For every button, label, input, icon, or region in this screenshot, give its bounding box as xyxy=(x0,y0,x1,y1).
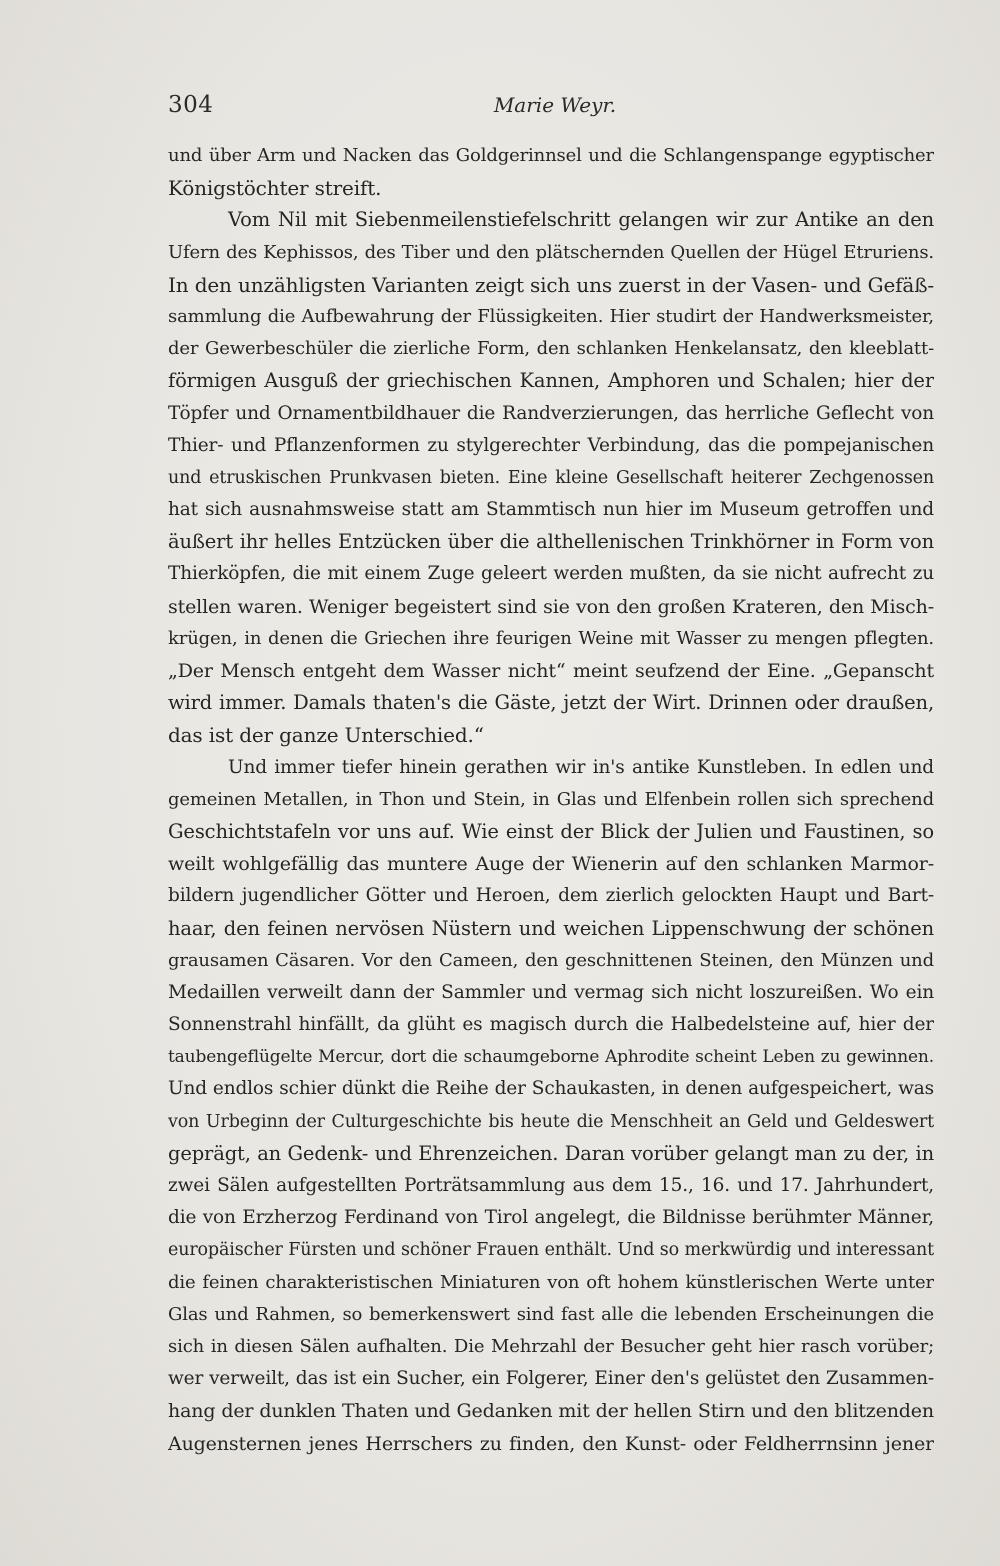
text-line: äußert ihr helles Entzücken über die althellenischen Trinkhörner in Form von xyxy=(168,530,934,554)
text-line: bildern jugendlicher Götter und Heroen, dem zierlich gelockten Haupt und Bart- xyxy=(168,885,934,907)
text-line: das ist der ganze Unterschied.“ xyxy=(168,723,484,748)
text-line: In den unzähligsten Varianten zeigt sich uns zuerst in der Vasen- und Gefäß- xyxy=(168,272,934,297)
text-line: die von Erzherzog Ferdinand von Tirol angelegt, die Bildnisse berühmter Männer, xyxy=(168,1207,934,1229)
text-line: Und immer tiefer hinein gerathen wir in's antike Kunstleben. In edlen und xyxy=(228,756,934,778)
text-line: wer verweilt, das ist ein Sucher, ein Folgerer, Einer den's gelüstet den Zusammen- xyxy=(168,1368,934,1390)
text-line: und etruskischen Prunkvasen bieten. Eine kleine Gesellschaft heiterer Zechgenossen xyxy=(168,467,934,488)
text-line: grausamen Cäsaren. Vor den Cameen, den geschnittenen Steinen, den Münzen und xyxy=(168,949,934,971)
text-line: hang der dunklen Thaten und Gedanken mit der hellen Stirn und den blitzenden xyxy=(168,1400,934,1423)
text-line: krügen, in denen die Griechen ihre feurigen Weine mit Wasser zu mengen pflegten. xyxy=(168,627,934,649)
text-line: Geschichtstafeln vor uns auf. Wie einst der Blick der Julien und Faustinen, so xyxy=(168,819,934,843)
text-line: geprägt, an Gedenk- und Ehrenzeichen. Daran vorüber gelangt man zu der, in xyxy=(168,1141,934,1165)
body-text xyxy=(168,140,934,1460)
text-line: Augensternen jenes Herrschers zu finden, den Kunst- oder Feldherrnsinn jener xyxy=(168,1432,934,1455)
text-line: Töpfer und Ornamentbildhauer die Randverzierungen, das herrliche Geflecht von xyxy=(168,402,934,424)
text-line: sich in diesen Sälen aufhalten. Die Mehrzahl der Besucher geht hier rasch vorüber; xyxy=(168,1335,934,1357)
text-line: Und endlos schier dünkt die Reihe der Schaukasten, in denen aufgespeichert, was xyxy=(168,1078,934,1100)
running-head: Marie Weyr. xyxy=(493,93,617,117)
text-line: haar, den feinen nervösen Nüstern und weichen Lippenschwung der schönen xyxy=(168,916,934,940)
text-line: von Urbeginn der Culturgeschichte bis heute die Menschheit an Geld und Geldeswert xyxy=(168,1111,934,1132)
text-line: wird immer. Damals thaten's die Gäste, jetzt der Wirt. Drinnen oder draußen, xyxy=(168,691,934,715)
text-line: und über Arm und Nacken das Goldgerinnsel und die Schlangenspange egyptischer xyxy=(168,145,934,166)
text-line: Thierköpfen, die mit einem Zuge geleert werden mußten, da sie nicht aufrecht zu xyxy=(168,563,934,585)
text-line: Königstöchter streift. xyxy=(168,176,382,201)
text-line: förmigen Ausguß der griechischen Kannen, Amphoren und Schalen; hier der xyxy=(168,369,934,393)
text-line: europäischer Fürsten und schöner Frauen enthält. Und so merkwürdig und interessant xyxy=(168,1240,934,1261)
page-number: 304 xyxy=(168,92,214,118)
text-line: Sonnenstrahl hinfällt, da glüht es magisch durch die Halbedelsteine auf, hier der xyxy=(168,1014,934,1036)
text-line: hat sich ausnahmsweise statt am Stammtisch nun hier im Museum getroffen und xyxy=(168,499,934,521)
text-line: Vom Nil mit Siebenmeilenstiefelschritt gelangen wir zur Antike an den xyxy=(228,208,934,232)
text-line: zwei Sälen aufgestellten Porträtsammlung aus dem 15., 16. und 17. Jahrhundert, xyxy=(168,1175,934,1196)
text-line: Ufern des Kephissos, des Tiber und den plätschernden Quellen der Hügel Etruriens. xyxy=(168,241,934,263)
text-line: der Gewerbeschüler die zierliche Form, den schlanken Henkelansatz, den kleeblatt- xyxy=(168,338,934,360)
text-line: Thier- und Pflanzenformen zu stylgerechter Verbindung, das die pompejanischen xyxy=(168,434,934,456)
text-line: sammlung die Aufbewahrung der Flüssigkeiten. Hier studirt der Handwerksmeister, xyxy=(168,305,934,327)
text-line: weilt wohlgefällig das muntere Auge der Wienerin auf den schlanken Marmor- xyxy=(168,853,934,876)
text-line: stellen waren. Weniger begeistert sind sie von den großen Krateren, den Misch- xyxy=(168,595,934,618)
text-line: taubengeflügelte Mercur, dort die schaumgeborne Aphrodite scheint Leben zu gewinnen. xyxy=(168,1047,934,1068)
text-line: gemeinen Metallen, in Thon und Stein, in Glas und Elfenbein rollen sich sprechend xyxy=(168,788,934,810)
text-line: die feinen charakteristischen Miniaturen von oft hohem künstlerischen Werte unter xyxy=(168,1271,934,1293)
text-line: Glas und Rahmen, so bemerkenswert sind fast alle die lebenden Erscheinungen die xyxy=(168,1303,934,1325)
text-line: „Der Mensch entgeht dem Wasser nicht“ meint seufzend der Eine. „Gepanscht xyxy=(168,660,934,682)
text-line: Medaillen verweilt dann der Sammler und vermag sich nicht loszureißen. Wo ein xyxy=(168,981,934,1003)
